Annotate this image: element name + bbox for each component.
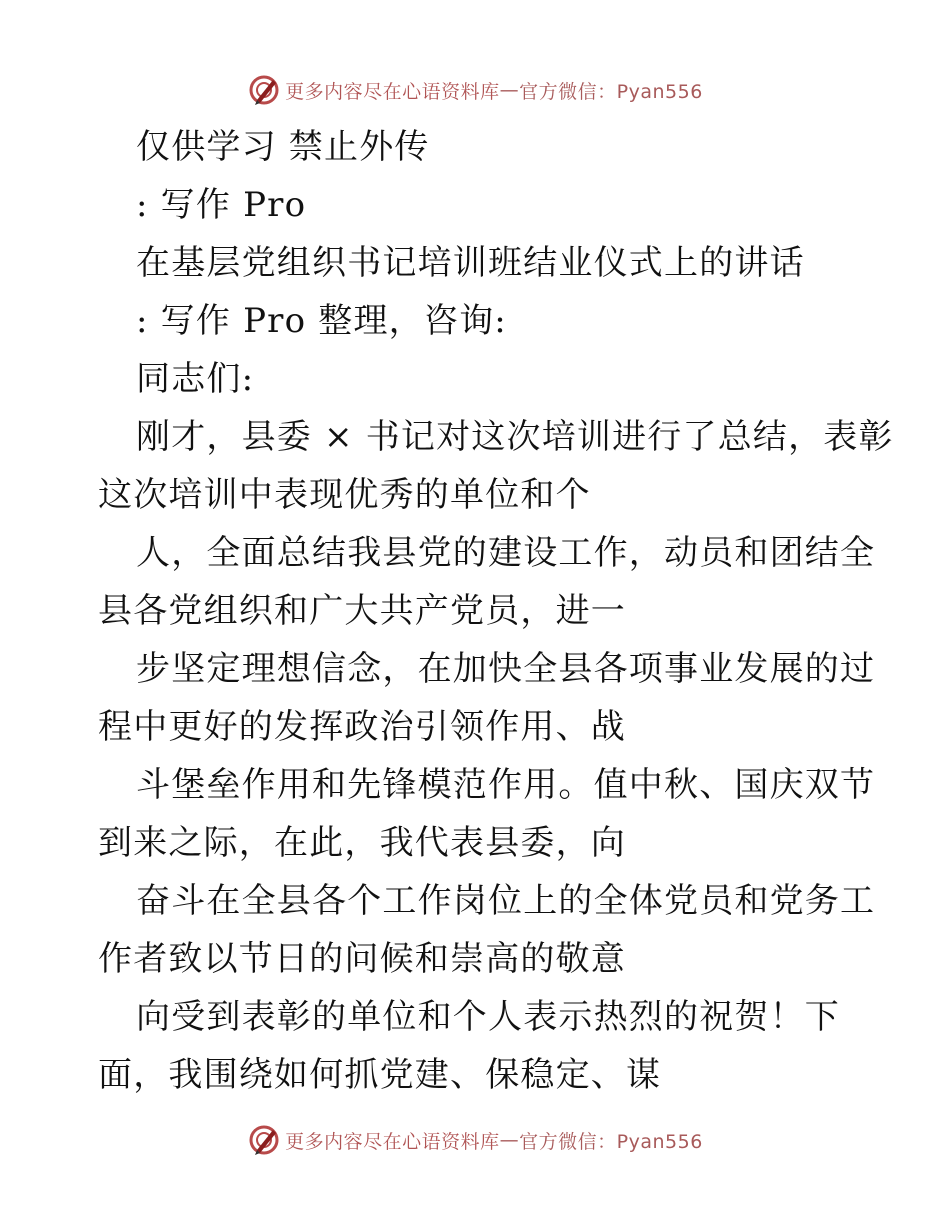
paragraph-line: 步坚定理想信念，在加快全县各项事业发展的过 — [136, 649, 876, 689]
document-body — [98, 118, 894, 1104]
paragraph-line: 刚才，县委 × 书记对这次培训进行了总结，表彰 — [136, 417, 894, 457]
document-line: : 写作 Pro — [136, 185, 307, 225]
watermark-contact: 官方微信：Pyan556 — [519, 80, 703, 103]
pen-logo-icon — [247, 73, 281, 107]
watermark-footer — [0, 1120, 950, 1160]
document-title: 在基层党组织书记培训班结业仪式上的讲话 — [136, 243, 805, 283]
document-line: 仅供学习 禁止外传 — [136, 127, 430, 167]
watermark-contact: 官方微信：Pyan556 — [519, 1130, 703, 1153]
watermark-brand: 更多内容尽在心语资料库 — [285, 80, 500, 103]
watermark-separator: — — [499, 79, 520, 101]
paragraph-line: 这次培训中表现优秀的单位和个 — [98, 475, 591, 515]
watermark-header — [0, 70, 950, 110]
document-line: : 写作 Pro 整理，咨询: — [136, 301, 507, 341]
paragraph-line: 程中更好的发挥政治引领作用、战 — [98, 707, 626, 747]
watermark-separator: — — [499, 1129, 520, 1151]
paragraph-line: 县各党组织和广大共产党员，进一 — [98, 591, 626, 631]
paragraph-line: 作者致以节日的问候和崇高的敬意 — [98, 939, 626, 979]
paragraph-line: 面，我围绕如何抓党建、保稳定、谋 — [98, 1055, 662, 1095]
paragraph-line: 人，全面总结我县党的建设工作，动员和团结全 — [136, 533, 876, 573]
watermark-brand: 更多内容尽在心语资料库 — [285, 1130, 500, 1153]
paragraph-line: 奋斗在全县各个工作岗位上的全体党员和党务工 — [136, 881, 876, 921]
paragraph-line: 到来之际，在此，我代表县委，向 — [98, 823, 626, 863]
salutation: 同志们: — [136, 359, 255, 399]
pen-logo-icon — [247, 1123, 281, 1157]
paragraph-line: 向受到表彰的单位和个人表示热烈的祝贺！下 — [136, 997, 840, 1037]
paragraph-line: 斗堡垒作用和先锋模范作用。值中秋、国庆双节 — [136, 765, 876, 805]
